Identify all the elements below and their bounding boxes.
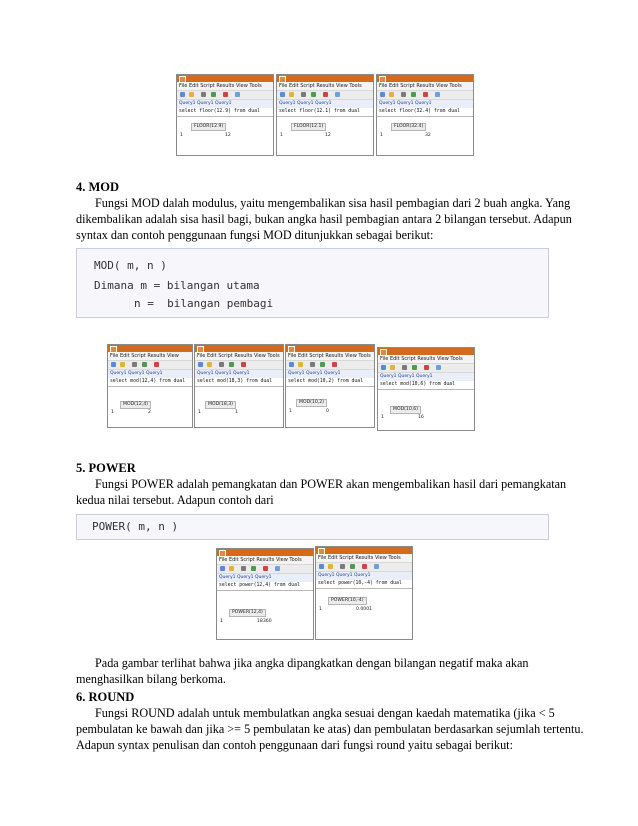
section-heading-round: 6. ROUND [76,690,135,704]
result-column-header: MOD(10,6) [390,406,421,414]
toolbar [316,562,412,572]
toolbar [108,360,192,370]
query-tabs: Query1 Query1 Query1 [108,370,192,378]
section-heading-power: 5. POWER [76,461,136,475]
mod-screenshot-3 [285,344,375,428]
result-column-header: MOD(10,2) [296,399,327,407]
query-tabs: Query1 Query1 Query1 [286,370,374,378]
result-row-number: 1 [111,410,114,415]
window-titlebar [217,549,313,556]
power-note-line: menghasilkan bilang berkoma. [76,672,226,686]
floor-screenshot-1 [176,74,274,156]
power-code-block [76,514,549,540]
mod-screenshot-2 [194,344,284,428]
power-screenshot-1 [216,548,314,640]
mod-paragraph-line: dikembalikan adalah sisa hasil bagi, bukan angka hasil pembagian antara 2 bilangan tersebut. Adapun [76,212,572,226]
result-column-header: FLOOR(32.4) [391,123,426,131]
floor-screenshot-2 [276,74,374,156]
sql-editor: select floor(12.9) from dual [177,108,273,116]
toolbar [378,363,474,373]
result-row-number: 1 [220,619,223,624]
window-titlebar [177,75,273,82]
result-grid [277,116,373,156]
result-column-header: MOD(12,4) [120,401,151,409]
window-titlebar [195,345,283,352]
result-row-number: 1 [198,410,201,415]
menu-bar: File Edit Script Results View Tools [277,82,373,90]
sql-editor: select floor(12.1) from dual [277,108,373,116]
menu-bar: File Edit Script Results View Tools [378,355,474,363]
result-value: 12 [325,133,331,138]
power-paragraph-line: kedua nilai tersebut. Adapun contoh dari [76,493,274,507]
result-row-number: 1 [180,133,183,138]
mod-screenshot-1 [107,344,193,428]
result-column-header: FLOOR(12.1) [291,123,326,131]
result-column-header: POWER(12,4) [229,609,266,617]
round-paragraph-line: Adapun syntax penulisan dan contoh penggunaan dari fungsi round yaitu sebagai berikut: [76,738,513,752]
code-line: n = bilangan pembagi [134,297,274,310]
toolbar [177,90,273,100]
result-grid [316,588,412,640]
result-grid [286,386,374,428]
menu-bar: File Edit Script Results View Tools [377,82,473,90]
result-row-number: 1 [319,607,322,612]
result-row-number: 1 [381,415,384,420]
code-line: POWER( m, n ) [92,520,179,533]
sql-editor: select mod(10,6) from dual [378,381,474,389]
window-titlebar [377,75,473,82]
code-line: Dimana m = bilangan utama [94,279,260,292]
sql-editor: select power(10,-4) from dual [316,580,412,588]
sql-editor: select mod(12,4) from dual [108,378,192,386]
result-value: 1 [235,410,238,415]
toolbar [286,360,374,370]
menu-bar: File Edit Script Results View Tools [217,556,313,564]
result-column-header: POWER(10,-4) [328,597,367,605]
window-titlebar [316,547,412,554]
toolbar [217,564,313,574]
result-grid [377,116,473,156]
result-grid [177,116,273,156]
section-heading-mod: 4. MOD [76,180,120,194]
toolbar [195,360,283,370]
code-line: MOD( m, n ) [94,259,167,272]
result-row-number: 1 [289,409,292,414]
result-value: 2 [148,410,151,415]
sql-editor: select floor(32.4) from dual [377,108,473,116]
power-paragraph-line: Fungsi POWER adalah pemangkatan dan POWER akan mengembalikan hasil dari pemangkatan [95,477,567,491]
result-value: 0 [326,409,329,414]
query-tabs: Query1 Query1 Query1 [177,100,273,108]
toolbar [277,90,373,100]
mod-paragraph-line: syntax dan contoh penggunaan fungsi MOD ditunjukkan sebagai berikut: [76,228,434,242]
result-row-number: 1 [380,133,383,138]
power-note-line: Pada gambar terlihat bahwa jika angka dipangkatkan dengan bilangan negatif maka akan [95,656,529,670]
result-column-header: FLOOR(12.9) [191,123,226,131]
result-grid [195,386,283,428]
window-titlebar [277,75,373,82]
sql-editor: select power(12,4) from dual [217,582,313,590]
menu-bar: File Edit Script Results View Tools [316,554,412,562]
query-tabs: Query1 Query1 Query1 [217,574,313,582]
menu-bar: File Edit Script Results View Tools [177,82,273,90]
sql-editor: select mod(18,3) from dual [195,378,283,386]
window-titlebar [108,345,192,352]
result-value: 18360 [257,619,272,624]
query-tabs: Query1 Query1 Query1 [316,572,412,580]
query-tabs: Query1 Query1 Query1 [195,370,283,378]
query-tabs: Query1 Query1 Query1 [378,373,474,381]
menu-bar: File Edit Script Results View [108,352,192,360]
round-paragraph-line: pembulatan ke bawah dan jika >= 5 pembulatan ke atas) dan pembulatan berdasarkan sejumlah tertentu. [76,722,584,736]
mod-paragraph-line: Fungsi MOD dalah modulus, yaitu mengembalikan sisa hasil pembagian dari 2 buah angka. Yang [95,196,571,210]
sql-editor: select mod(10,2) from dual [286,378,374,386]
floor-screenshot-3 [376,74,474,156]
power-screenshot-2 [315,546,413,640]
result-value: 0.0001 [356,607,373,612]
result-grid [378,389,474,431]
menu-bar: File Edit Script Results View Tools [195,352,283,360]
result-value: 12 [225,133,231,138]
mod-code-block [76,248,549,318]
window-titlebar [286,345,374,352]
result-value: 16 [418,415,424,420]
result-row-number: 1 [280,133,283,138]
result-value: 32 [425,133,431,138]
round-paragraph-line: Fungsi ROUND adalah untuk membulatkan angka sesuai dengan kaedah matematika (jika < 5 [95,706,555,720]
toolbar [377,90,473,100]
mod-screenshot-4 [377,347,475,431]
menu-bar: File Edit Script Results View Tools [286,352,374,360]
result-grid [217,590,313,640]
window-titlebar [378,348,474,355]
result-column-header: MOD(18,3) [205,401,236,409]
query-tabs: Query1 Query1 Query1 [377,100,473,108]
result-grid [108,386,192,428]
query-tabs: Query1 Query1 Query1 [277,100,373,108]
